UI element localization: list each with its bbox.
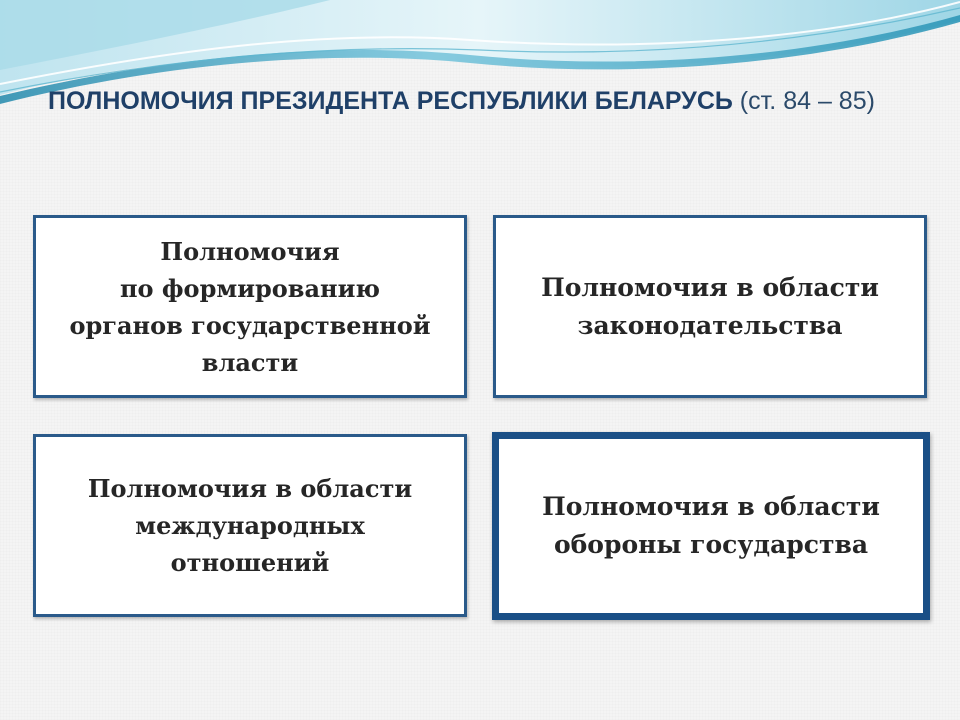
title-main: ПОЛНОМОЧИЯ ПРЕЗИДЕНТА РЕСПУБЛИКИ БЕЛАРУСЬ bbox=[48, 87, 733, 115]
box-state-defense bbox=[492, 432, 930, 620]
box-label: Полномочия в области обороны государства bbox=[542, 492, 880, 559]
box-international-relations bbox=[33, 434, 467, 617]
box-label: Полномочия в области международных отношений bbox=[87, 474, 413, 577]
box-label: Полномочия по формированию органов государственной власти bbox=[69, 236, 431, 377]
box-formation-of-state-bodies bbox=[33, 215, 467, 398]
slide-title bbox=[48, 84, 928, 118]
title-article-reference: (ст. 84 – 85) bbox=[732, 87, 875, 115]
box-label: Полномочия в области законодательства bbox=[541, 272, 879, 340]
box-legislation bbox=[493, 215, 927, 398]
